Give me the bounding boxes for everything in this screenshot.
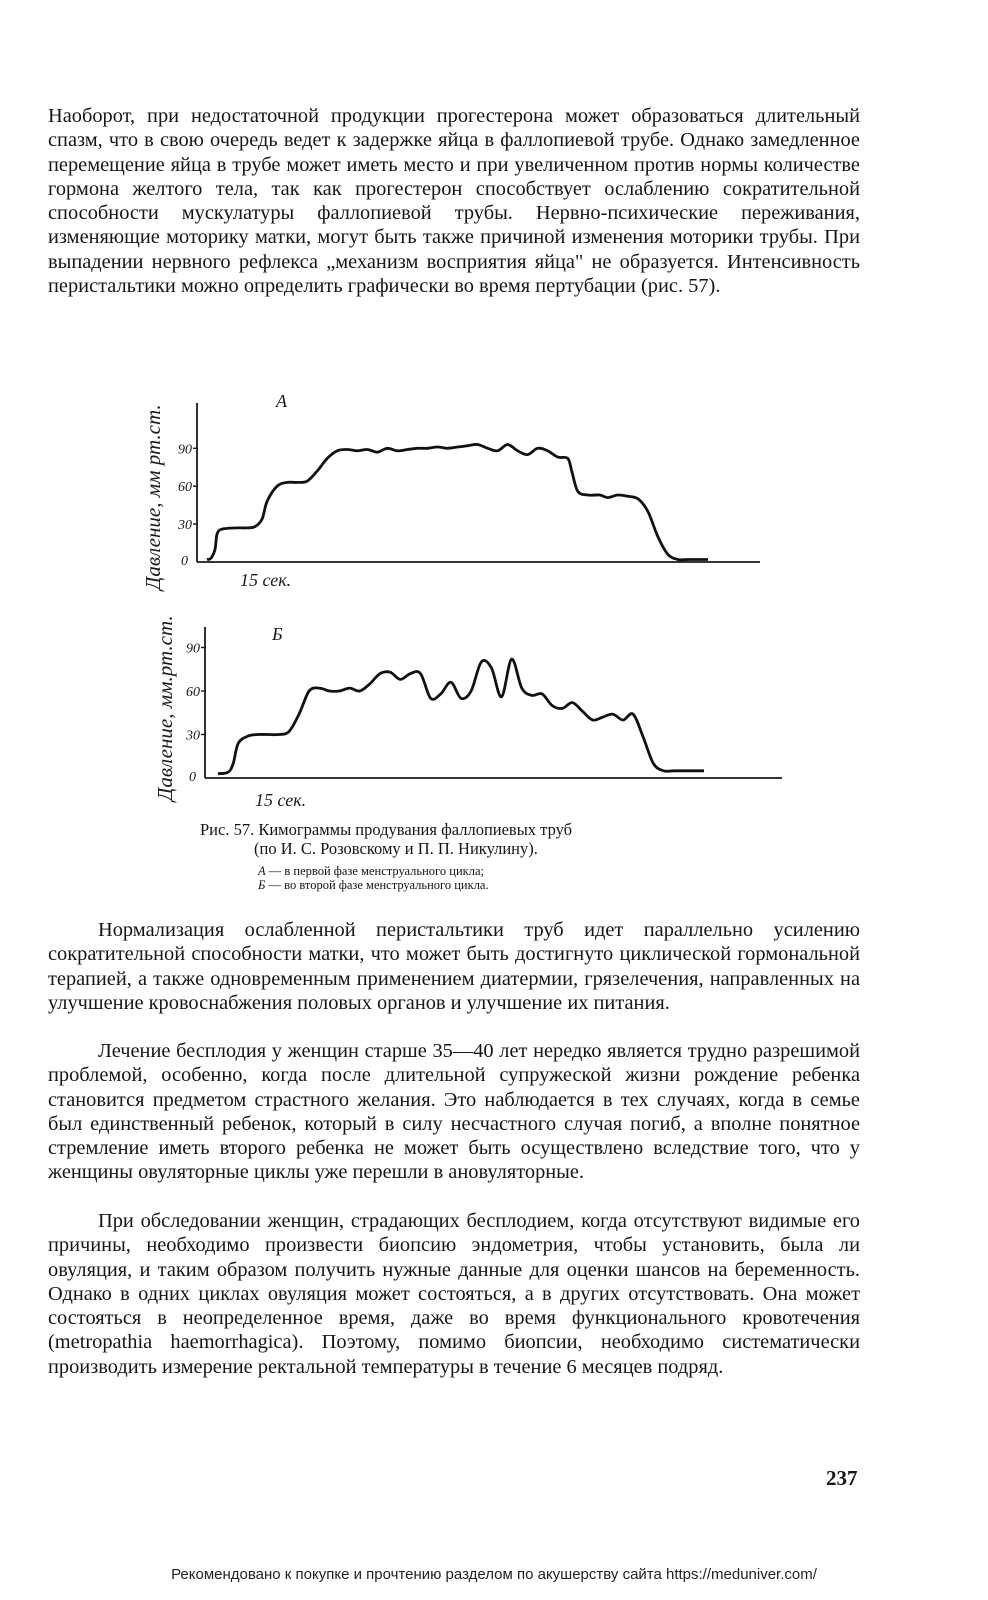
kymogram-chart-b: [0, 603, 988, 818]
chart-b-ylabel: Давление, мм.рт.ст.: [153, 615, 177, 801]
caption-line-1: Рис. 57. Кимограммы продувания фаллопиевых труб: [200, 820, 573, 839]
kymogram-chart-a: [0, 365, 988, 600]
paragraph-1: Наоборот, при недостаточной продукции прогестерона может образоваться длительный спазм, что в свою очередь ведет к задержке яйца в фаллопиевой трубе. Однако замедленное перемещение яйца в трубе может иметь место и при увеличенном против нормы количестве гормона желтого тела, так как прогестерон способствует ослаблению сократительной способности мускулатуры фаллопиевой трубы. Нервно-психические переживания, изменяющие моторику матки, могут быть также причиной изменения моторики трубы. При выпадении нервного рефлекса „механизм восприятия яйца" не образуется. Интенсивность перистальтики можно определить графически во время пертубации (рис. 57).: [48, 105, 860, 298]
legend-b-text: — во второй фазе менструального цикла.: [265, 878, 489, 892]
page-number: 237: [826, 1466, 858, 1490]
chart-b-ytick-label: 30: [186, 728, 200, 744]
chart-b-ytick-label: 0: [189, 770, 196, 785]
paragraph-3: Лечение бесплодия у женщин старше 35—40 лет нередко является трудно разрешимой проблемой, особенно, когда после длительной супружеской жизни рождение ребенка становится предметом страстного желания. Это наблюдается в тех случаях, когда в семье был единственный ребенок, который в силу несчастного случая погиб, а вполне понятное стремление иметь второго ребенка не может быть осуществлено вследствие того, что у женщины овуляторные циклы уже перешли в ановуляторные.: [48, 1040, 860, 1184]
chart-b-series-line: [218, 659, 704, 774]
chart-a-series-line: [207, 444, 708, 559]
paragraph-4: При обследовании женщин, страдающих бесплодием, когда отсутствуют видимые его причины, необходимо произвести биопсию эндометрия, чтобы установить, была ли овуляция, и таким образом получить нужные данные для оценки шансов на беременность. Однако в одних циклах овуляция может состояться, а в других отсутствовать. Она может состояться в неопределенное время, даже во время функционального кровотечения (metropathia haemorrhagica). Поэтому, помимо биопсии, необходимо систематически производить измерение ректальной температуры в течение 6 месяцев подряд.: [48, 1210, 860, 1378]
chart-b-panel-letter: Б: [272, 624, 283, 644]
chart-b-ytick-label: 90: [186, 641, 200, 657]
legend-item-b: [258, 878, 489, 892]
legend-item-a: [258, 864, 489, 878]
chart-b-axes: [205, 627, 782, 778]
legend-b-key: Б: [258, 878, 266, 892]
chart-a-ytick-label: 0: [181, 554, 188, 569]
chart-b-ytick-label: 60: [186, 685, 200, 700]
footer-recommendation: Рекомендовано к покупке и прочтению разделом по акушерству сайта https://meduniver.com/: [171, 1566, 817, 1583]
legend-a-text: — в первой фазе менструального цикла;: [265, 864, 484, 878]
figure-caption: [200, 820, 720, 858]
paragraph-2: Нормализация ослабленной перистальтики труб идет параллельно усилению сократительной способности матки, что может быть достигнуто циклической гормональной терапией, а также одновременным применением диатермии, грязелечения, направленных на улучшение кровоснабжения половых органов и улучшение их питания.: [48, 919, 860, 1014]
figure-legend: [258, 864, 489, 892]
chart-a-ytick-label: 30: [178, 518, 192, 534]
chart-a-ytick-label: 60: [178, 480, 192, 496]
chart-a-panel-letter: А: [276, 391, 287, 411]
chart-a-time-label: 15 сек.: [240, 570, 292, 590]
chart-a-ytick-label: 90: [178, 442, 192, 458]
caption-line-2: (по И. С. Розовскому и П. П. Никулину).: [254, 839, 538, 858]
legend-a-key: А: [258, 864, 266, 878]
chart-a-ylabel: Давление, мм рт.ст.: [141, 404, 165, 590]
chart-b-time-label: 15 сек.: [255, 790, 307, 810]
